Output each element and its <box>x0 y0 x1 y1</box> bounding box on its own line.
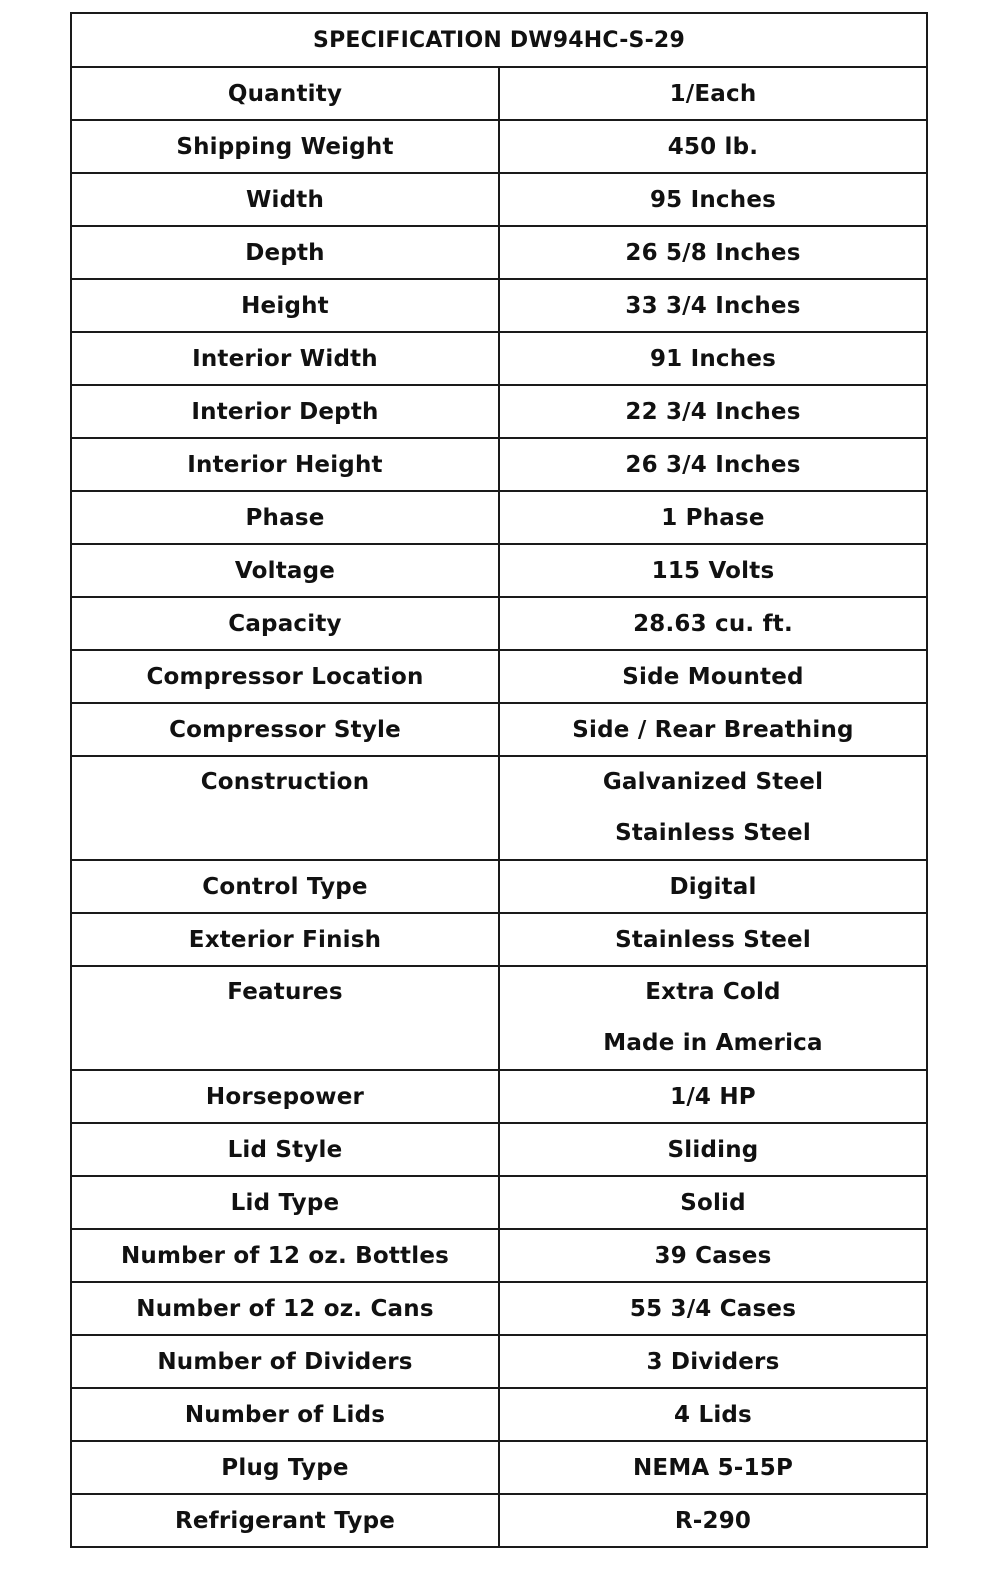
spec-label: Interior Width <box>71 332 499 385</box>
spec-value: 28.63 cu. ft. <box>499 597 927 650</box>
spec-value: Stainless Steel <box>499 913 927 966</box>
spec-label: Refrigerant Type <box>71 1494 499 1547</box>
spec-label: Plug Type <box>71 1441 499 1494</box>
spec-value: 22 3/4 Inches <box>499 385 927 438</box>
spec-value: R-290 <box>499 1494 927 1547</box>
spec-label: Control Type <box>71 860 499 913</box>
table-row <box>71 438 927 491</box>
table-row <box>71 860 927 913</box>
spec-value <box>499 756 927 860</box>
spec-value: Side / Rear Breathing <box>499 703 927 756</box>
spec-value: 4 Lids <box>499 1388 927 1441</box>
table-row <box>71 597 927 650</box>
table-row <box>71 120 927 173</box>
spec-label: Interior Depth <box>71 385 499 438</box>
spec-value: 26 3/4 Inches <box>499 438 927 491</box>
spec-value: 55 3/4 Cases <box>499 1282 927 1335</box>
spec-label: Phase <box>71 491 499 544</box>
table-header-row <box>71 13 927 67</box>
spec-label: Number of Lids <box>71 1388 499 1441</box>
spec-label: Compressor Location <box>71 650 499 703</box>
spec-label: Horsepower <box>71 1070 499 1123</box>
table-row <box>71 1494 927 1547</box>
spec-value: Side Mounted <box>499 650 927 703</box>
table-row <box>71 67 927 120</box>
table-row <box>71 1441 927 1494</box>
spec-value: 1/Each <box>499 67 927 120</box>
table-row <box>71 1229 927 1282</box>
spec-value: Solid <box>499 1176 927 1229</box>
table-row <box>71 966 927 1070</box>
table-row <box>71 173 927 226</box>
spec-value <box>499 966 927 1070</box>
spec-label: Voltage <box>71 544 499 597</box>
table-row <box>71 385 927 438</box>
spec-label: Height <box>71 279 499 332</box>
spec-value: 115 Volts <box>499 544 927 597</box>
spec-value: 1 Phase <box>499 491 927 544</box>
table-row <box>71 756 927 860</box>
table-row <box>71 1070 927 1123</box>
spec-label: Depth <box>71 226 499 279</box>
table-row <box>71 1123 927 1176</box>
spec-label-text: Features <box>227 979 343 1005</box>
table-row <box>71 279 927 332</box>
table-row <box>71 703 927 756</box>
table-title: SPECIFICATION DW94HC-S-29 <box>71 13 927 67</box>
spec-label <box>71 756 499 860</box>
spec-label-text: Construction <box>200 769 370 795</box>
table-row <box>71 1335 927 1388</box>
spec-value: 26 5/8 Inches <box>499 226 927 279</box>
spec-value: 1/4 HP <box>499 1070 927 1123</box>
spec-label: Lid Type <box>71 1176 499 1229</box>
table-row <box>71 1282 927 1335</box>
spec-label: Width <box>71 173 499 226</box>
specification-table-body <box>71 13 927 1547</box>
spec-label <box>71 966 499 1070</box>
spec-label: Lid Style <box>71 1123 499 1176</box>
spec-value: 450 lb. <box>499 120 927 173</box>
spec-value-line: Made in America <box>603 1030 823 1056</box>
spec-value: 39 Cases <box>499 1229 927 1282</box>
table-row <box>71 226 927 279</box>
spec-value: 91 Inches <box>499 332 927 385</box>
table-row <box>71 332 927 385</box>
spec-value-line: Galvanized Steel <box>602 769 824 795</box>
specification-table <box>70 12 928 1548</box>
spec-value: 3 Dividers <box>499 1335 927 1388</box>
spec-value: 95 Inches <box>499 173 927 226</box>
spec-value: Sliding <box>499 1123 927 1176</box>
spec-value-line: Stainless Steel <box>615 820 811 846</box>
spec-value: 33 3/4 Inches <box>499 279 927 332</box>
spec-value-line: Extra Cold <box>645 979 781 1005</box>
table-row <box>71 913 927 966</box>
table-row <box>71 650 927 703</box>
spec-label: Number of 12 oz. Cans <box>71 1282 499 1335</box>
spec-label: Capacity <box>71 597 499 650</box>
spec-label: Exterior Finish <box>71 913 499 966</box>
spec-label: Interior Height <box>71 438 499 491</box>
spec-label: Quantity <box>71 67 499 120</box>
spec-label: Number of Dividers <box>71 1335 499 1388</box>
spec-value: NEMA 5-15P <box>499 1441 927 1494</box>
table-row <box>71 544 927 597</box>
table-row <box>71 491 927 544</box>
spec-label: Number of 12 oz. Bottles <box>71 1229 499 1282</box>
spec-label: Shipping Weight <box>71 120 499 173</box>
table-row <box>71 1388 927 1441</box>
spec-label: Compressor Style <box>71 703 499 756</box>
spec-value: Digital <box>499 860 927 913</box>
table-row <box>71 1176 927 1229</box>
